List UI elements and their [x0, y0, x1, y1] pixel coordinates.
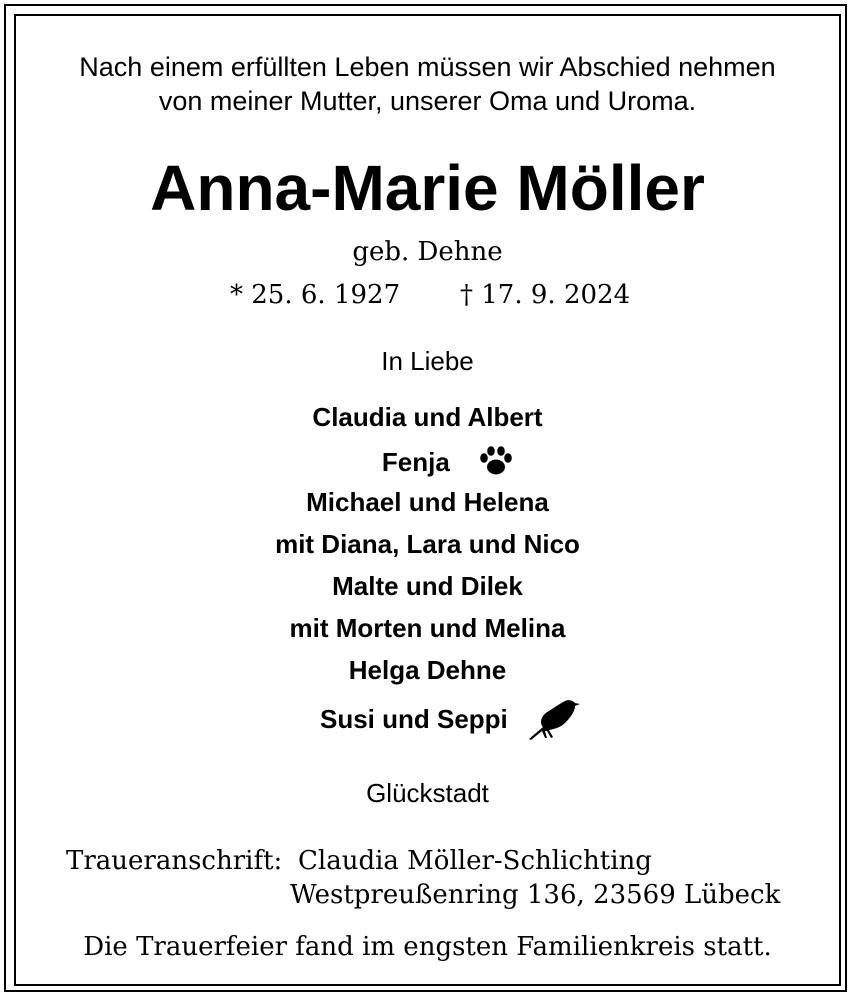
paw-print-icon — [479, 446, 513, 483]
mourner-line: Malte und Dilek — [332, 571, 523, 601]
intro-line-1: Nach einem erfüllten Leben müssen wir Abschied nehmen — [79, 52, 776, 82]
mourner-line: Claudia und Albert — [312, 402, 543, 432]
birth-name: geb. Dehne — [352, 237, 503, 267]
address-label: Traueranschrift: — [66, 846, 283, 876]
mourner-line: Susi und Seppi — [0, 695, 855, 748]
city: Glückstadt — [366, 778, 489, 808]
death-date: † 17. 9. 2024 — [460, 280, 631, 310]
address-name: Claudia Möller-Schlichting — [298, 846, 652, 876]
closing-text: Die Trauerfeier fand im engsten Familienkreis statt. — [83, 932, 772, 962]
mourner-line: Fenja — [0, 446, 855, 483]
mourner-line: Michael und Helena — [306, 487, 549, 517]
mourner-line: mit Diana, Lara und Nico — [275, 529, 580, 559]
mourner-line: Helga Dehne — [348, 655, 507, 685]
deceased-name: Anna-Marie Möller — [150, 152, 705, 224]
bird-icon — [525, 695, 581, 748]
intro-text — [0, 50, 855, 118]
intro-line-2: von meiner Mutter, unserer Oma und Uroma. — [158, 86, 697, 116]
in-love-text: In Liebe — [381, 346, 474, 376]
birth-date: * 25. 6. 1927 — [230, 280, 401, 310]
mourner-line: mit Morten und Melina — [289, 613, 566, 643]
address-street: Westpreußenring 136, 23569 Lübeck — [290, 880, 781, 910]
